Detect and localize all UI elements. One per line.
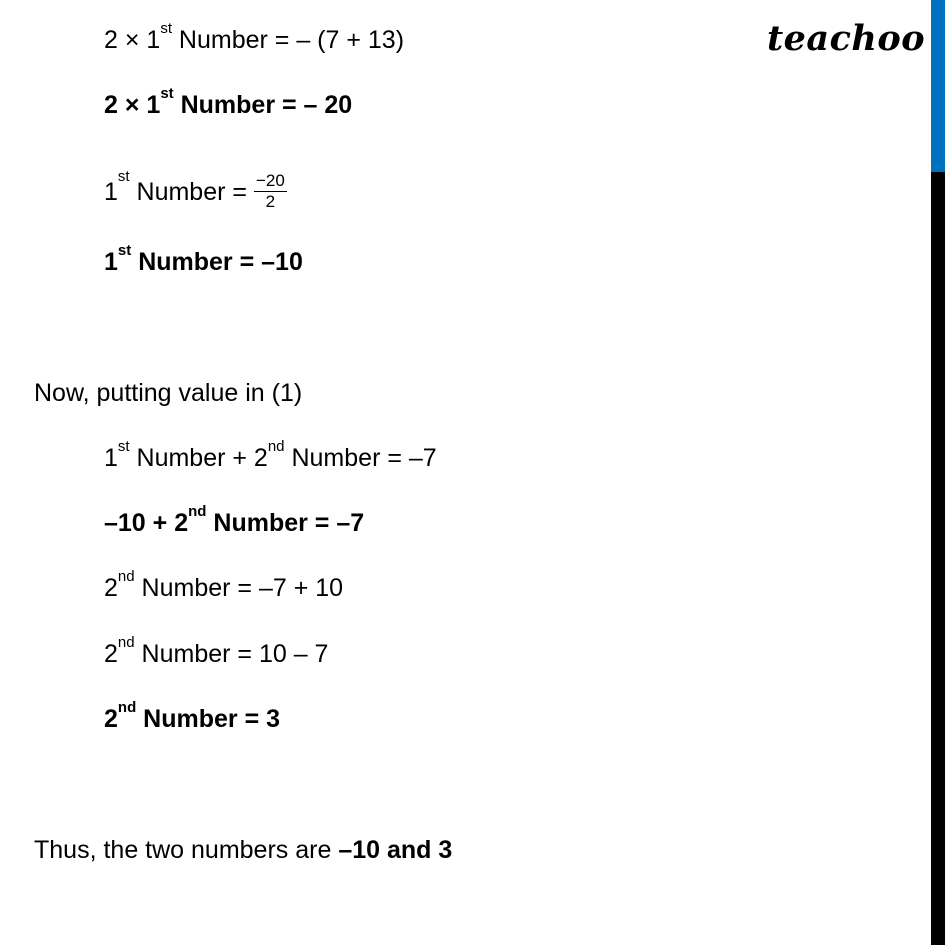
section-heading: Now, putting value in (1): [34, 379, 303, 407]
teachoo-logo: teachoo: [767, 18, 926, 59]
step-line: 1st Number + 2nd Number = –7: [104, 438, 437, 472]
step-line: –10 + 2nd Number = –7: [104, 503, 365, 537]
sidebar-dark-bar: [931, 172, 945, 945]
step-line: 2nd Number = 10 – 7: [104, 634, 329, 668]
step-line: 2nd Number = –7 + 10: [104, 568, 344, 602]
conclusion: Thus, the two numbers are –10 and 3: [34, 836, 453, 864]
step-line: 1st Number = –10: [104, 242, 303, 276]
step-line: 2 × 1st Number = – 20: [104, 85, 353, 119]
step-line: 2 × 1st Number = – (7 + 13): [104, 20, 405, 54]
answer: –10 and 3: [338, 836, 453, 864]
step-line: 1st Number = $\frac{-20}{2}$: [104, 168, 285, 211]
step-line: 2nd Number = 3: [104, 699, 281, 733]
fraction: $\frac{-20}{2}$: [255, 171, 285, 211]
sidebar-accent-bar: [931, 0, 945, 172]
